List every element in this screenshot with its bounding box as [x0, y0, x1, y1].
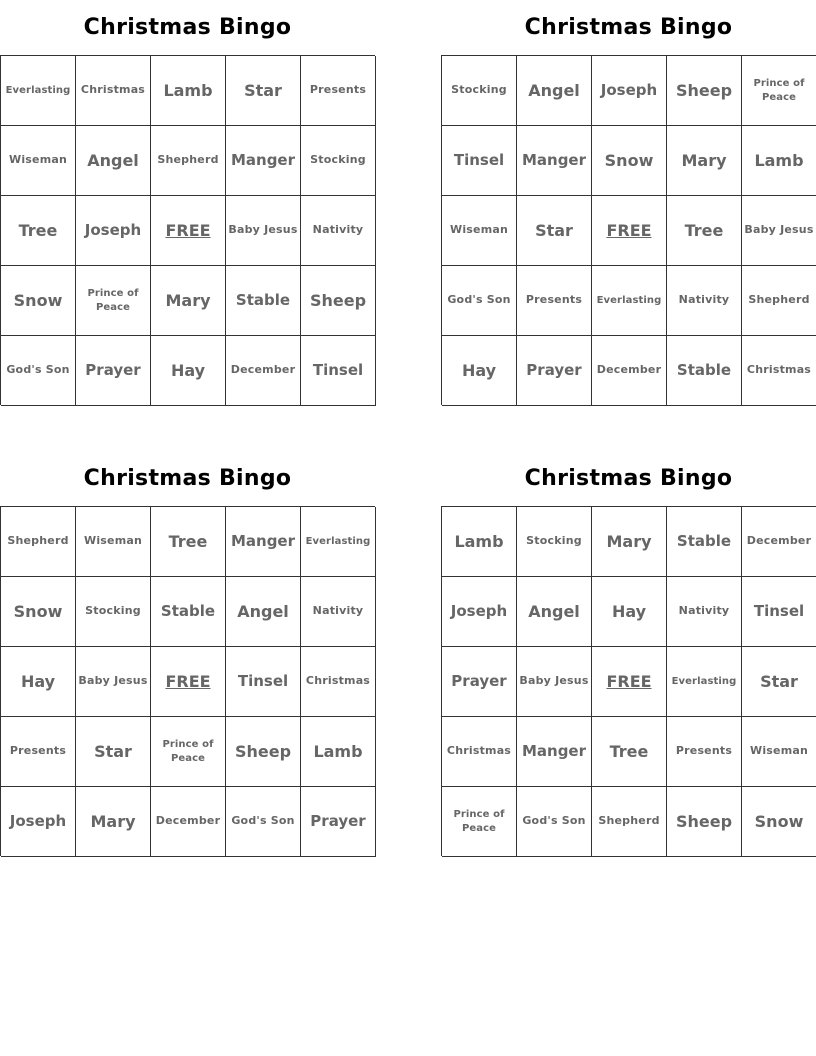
bingo-cell: Shepherd	[592, 787, 667, 857]
bingo-cell: God's Son	[226, 787, 301, 857]
bingo-cell: Manger	[517, 717, 592, 787]
bingo-cell: God's Son	[1, 336, 76, 406]
bingo-cell: Snow	[1, 266, 76, 336]
bingo-cell: Wiseman	[742, 717, 816, 787]
bingo-cell: Tinsel	[742, 577, 816, 647]
bingo-cell: Baby Jesus	[76, 647, 151, 717]
bingo-cell: Mary	[592, 507, 667, 577]
bingo-cell: Joseph	[76, 196, 151, 266]
bingo-cell: December	[226, 336, 301, 406]
bingo-cell: Lamb	[301, 717, 376, 787]
card-title: Christmas Bingo	[83, 466, 292, 491]
bingo-cell: Stable	[151, 577, 226, 647]
bingo-cell: Tinsel	[442, 126, 517, 196]
bingo-cell: Stable	[667, 507, 742, 577]
bingo-cell: Star	[742, 647, 816, 717]
bingo-cell: December	[592, 336, 667, 406]
bingo-cell: Tree	[667, 196, 742, 266]
bingo-cell: God's Son	[517, 787, 592, 857]
bingo-cell: Mary	[151, 266, 226, 336]
bingo-cell: Christmas	[442, 717, 517, 787]
bingo-cell: Stocking	[517, 507, 592, 577]
bingo-cell: Baby Jesus	[226, 196, 301, 266]
bingo-cell: Everlasting	[301, 507, 376, 577]
bingo-cell: Presents	[301, 56, 376, 126]
bingo-cell: December	[151, 787, 226, 857]
bingo-cell: Mary	[667, 126, 742, 196]
bingo-cell: Joseph	[442, 577, 517, 647]
bingo-cell: Shepherd	[151, 126, 226, 196]
bingo-cell: Snow	[1, 577, 76, 647]
bingo-card-3	[0, 451, 375, 856]
bingo-cell: Hay	[151, 336, 226, 406]
bingo-cell: Wiseman	[442, 196, 517, 266]
bingo-cell: Nativity	[301, 577, 376, 647]
bingo-cell: Stocking	[76, 577, 151, 647]
bingo-cell: Tree	[592, 717, 667, 787]
bingo-cell: Tree	[1, 196, 76, 266]
bingo-cell: Prince of Peace	[151, 717, 226, 787]
bingo-cell: Everlasting	[1, 56, 76, 126]
bingo-cell: Sheep	[667, 787, 742, 857]
bingo-cell: Baby Jesus	[517, 647, 592, 717]
bingo-cell: Everlasting	[667, 647, 742, 717]
card-title: Christmas Bingo	[524, 466, 733, 491]
bingo-cell: December	[742, 507, 816, 577]
bingo-cell: Manger	[226, 126, 301, 196]
bingo-cell: God's Son	[442, 266, 517, 336]
bingo-cell: Shepherd	[742, 266, 816, 336]
free-space-cell: FREE	[151, 647, 226, 717]
bingo-cell: Mary	[76, 787, 151, 857]
bingo-cell: Joseph	[592, 56, 667, 126]
bingo-cell: Manger	[517, 126, 592, 196]
bingo-cell: Nativity	[667, 266, 742, 336]
bingo-cell: Sheep	[301, 266, 376, 336]
bingo-cell: Angel	[226, 577, 301, 647]
bingo-cell: Sheep	[226, 717, 301, 787]
free-space-cell: FREE	[592, 196, 667, 266]
bingo-grid	[0, 55, 375, 405]
bingo-cell: Lamb	[742, 126, 816, 196]
bingo-cell: Prince of Peace	[742, 56, 816, 126]
bingo-cell: Star	[517, 196, 592, 266]
bingo-cell: Star	[226, 56, 301, 126]
bingo-card-2	[441, 0, 816, 405]
bingo-cell: Wiseman	[1, 126, 76, 196]
bingo-cell: Stable	[226, 266, 301, 336]
bingo-card-4	[441, 451, 816, 856]
bingo-cell: Tinsel	[301, 336, 376, 406]
bingo-cell: Hay	[442, 336, 517, 406]
bingo-cell: Tree	[151, 507, 226, 577]
bingo-cell: Prayer	[517, 336, 592, 406]
bingo-cell: Snow	[592, 126, 667, 196]
bingo-cell: Angel	[517, 577, 592, 647]
bingo-grid	[441, 506, 816, 856]
bingo-cell: Shepherd	[1, 507, 76, 577]
bingo-cell: Manger	[226, 507, 301, 577]
bingo-cell: Prayer	[301, 787, 376, 857]
bingo-cell: Sheep	[667, 56, 742, 126]
bingo-cell: Nativity	[301, 196, 376, 266]
bingo-cell: Prayer	[442, 647, 517, 717]
bingo-cell: Presents	[517, 266, 592, 336]
bingo-cell: Christmas	[742, 336, 816, 406]
bingo-cell: Baby Jesus	[742, 196, 816, 266]
bingo-cell: Tinsel	[226, 647, 301, 717]
bingo-cell: Hay	[592, 577, 667, 647]
bingo-grid	[441, 55, 816, 405]
bingo-cell: Angel	[76, 126, 151, 196]
bingo-cell: Angel	[517, 56, 592, 126]
card-title: Christmas Bingo	[83, 15, 292, 40]
free-space-cell: FREE	[592, 647, 667, 717]
bingo-cell: Stocking	[442, 56, 517, 126]
bingo-card-1	[0, 0, 375, 405]
bingo-cell: Everlasting	[592, 266, 667, 336]
bingo-cell: Hay	[1, 647, 76, 717]
bingo-cell: Snow	[742, 787, 816, 857]
bingo-grid	[0, 506, 375, 856]
bingo-cell: Nativity	[667, 577, 742, 647]
bingo-cell: Stable	[667, 336, 742, 406]
bingo-cell: Stocking	[301, 126, 376, 196]
bingo-cell: Joseph	[1, 787, 76, 857]
bingo-cell: Presents	[667, 717, 742, 787]
bingo-cell: Star	[76, 717, 151, 787]
bingo-cell: Lamb	[151, 56, 226, 126]
free-space-cell: FREE	[151, 196, 226, 266]
bingo-cell: Christmas	[76, 56, 151, 126]
bingo-cell: Lamb	[442, 507, 517, 577]
bingo-cell: Prince of Peace	[442, 787, 517, 857]
bingo-cell: Wiseman	[76, 507, 151, 577]
bingo-cell: Presents	[1, 717, 76, 787]
bingo-cell: Prayer	[76, 336, 151, 406]
bingo-cell: Christmas	[301, 647, 376, 717]
card-title: Christmas Bingo	[524, 15, 733, 40]
bingo-cell: Prince of Peace	[76, 266, 151, 336]
